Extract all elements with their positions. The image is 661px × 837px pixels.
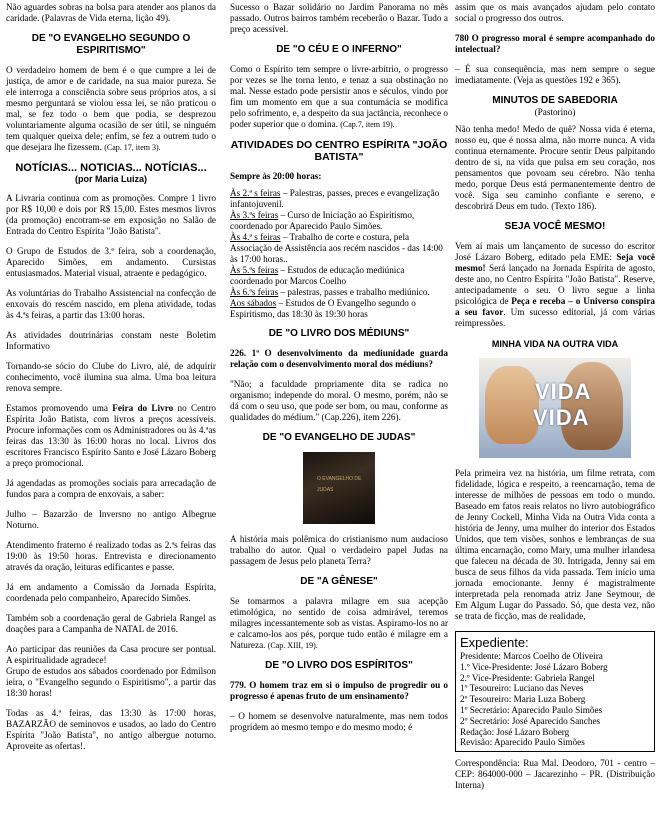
minutos-author: (Pastorino): [534, 107, 576, 117]
evangelho-text: O verdadeiro homem de bem é o que cumpre a lei de justiça, de amor e de caridade, na sua maior pureza. Se ele interroga a consciência sobre seus próprios atos, a si mesmo perguntará se violou essa lei, se não praticou o mal, se fez todo o bem que podia, se desprezou voluntariamente alguma ocasião de ser útil, se ninguém tem qualquer queixa dele; enfim, se fez a outrem tudo o que desejara lhe fizessem. (Cap. 17, item 3).: [6, 65, 216, 152]
expediente-line: 2º Secretário: José Aparecido Sanches: [460, 715, 601, 726]
news-paragraph: Já em andamento a Comissão da Jornada Espírita, coordenada pelo companheiro, Aparecido Simões.: [6, 582, 216, 603]
heading-genese: DE "A GÊNESE": [300, 576, 378, 587]
atividade-item: Às 3.ªs feiras – Curso de Iniciação ao Espiritismo, coordenado por Aparecido Paulo Simões.: [230, 210, 415, 231]
genese-text: Se tomarmos a palavra milagre em sua acepção etimológica, no sentido de coisa admirável, teremos milagres incessantemente sob as vistas. Aspiramo-los no ar e calcamo-los aos pés, porque tudo então é milagre em a Natureza. (Cap. XIII, 19).: [230, 596, 448, 650]
news-paragraph: Tornando-se sócio do Clube do Livro, alé, de adquirir conhecimento, você ilumina sua alma. Uma boa leitura renova sempre.: [6, 361, 216, 393]
column-left: [6, 0, 216, 761]
column-middle: [230, 0, 448, 742]
news-paragraph: Já agendadas as promoções sociais para arrecadação de fundos para a compra de enxovais, a saber:: [6, 478, 216, 499]
atividade-item: Aos sábados – Estudos de O Evangelho segundo o Espiritismo, das 18:30 às 19:30 horas: [230, 298, 416, 319]
news-paragraph: Grupo de estudos aos sábados coordenado por Edmilson ieira, o "Evangelho segundo o Espiritismo", a partir das 18:30 horas!: [6, 666, 216, 698]
news-paragraph: Todas as 4.ª feiras, das 13:30 às 17:00 horas, BAZARZÃO de seminovos e usados, ao lado do Centro Espírita "João Batista", no antigo albergue noturno. Aproveite as ofertas!.: [6, 708, 216, 751]
heading-evangelho: DE "O EVANGELHO SEGUNDO O ESPIRITISMO": [31, 33, 191, 56]
news-paragraph: As voluntárias do Trabalho Assistencial na confecção de enxovais do rescém nascido, em plena atividade, todas às 4.ªs feiras, a partir das 13:00 horas.: [6, 288, 216, 320]
news-paragraph: Ao participar das reuniões da Casa procure ser pontual. A espiritualidade agradece!: [6, 644, 216, 665]
noticias-author: (por Maria Luiza): [74, 174, 147, 184]
mediuns-answer: "Não; a faculdade propriamente dita se radica no organismo; independe do moral. O mesmo, porém, não se dá com o seu uso, que pode ser bom, ou mau, conforme as qualidades do médium." (Cap.226), item 226).: [230, 379, 448, 422]
heading-seja-voce-mesmo: SEJA VOCÊ MESMO!: [504, 221, 606, 232]
news-paragraph: Atendimento fraterno é realizado todas as 2.ªs feiras das 19:00 às 19:50 horas. Entrevista e direcionamento através da oração, leituras edificantes e passe.: [6, 540, 216, 572]
atividades-list: [230, 188, 448, 320]
news-paragraph: Julho – Bazarzão de Inversno no antigo Albegrue Noturno.: [6, 509, 216, 530]
heading-livro-espiritos: DE "O LIVRO DOS ESPÍRITOS": [265, 660, 413, 671]
expediente-line: Presidente: Marcos Coelho de Oliveira: [460, 651, 603, 661]
intro-quote: Não aguardes sobras na bolsa para atender aos planos da caridade. (Palavras de Vida eterna, lição 49).: [6, 2, 216, 23]
atividade-item: Às 5.ªs feiras – Estudos de educação mediúnica coordenado por Marcos Coelho: [230, 265, 405, 286]
question-780: 780 O progresso moral é sempre acompanhado do intelectual?: [455, 33, 655, 54]
news-paragraph: Também sob a coordenação geral de Gabriela Rangel as doações para a Campanha de NATAL de 2016.: [6, 613, 216, 634]
expediente-line: 2.º Vice-Presidente: Gabriela Rangel: [460, 672, 595, 683]
minha-vida-text: Pela primeira vez na história, um filme retrata, com fidelidade, lógica e respeito, a reencarnação, tema de interesse de milhões de pessoas em todo o mundo. Baseado em fatos reais relatos no livro autobiográfico de Jenny Cockell, Minha Vida na Outra Vida conta a história de Jenny, uma mulher do interior dos Estados Unidos, que tem visões, sonhos e lembranças de sua última encarnação, como Mary, uma mulher irlandesa que faleceu na década de 30. Intrigada, Jenny sai em busca de seus filhos da vida passada. Tem início uma jornada emocionante. Jenny é magistralmente interpretada pela renomada atriz Jane Seymour, de Em Algum Lugar do Passado. Só, que desta vez, não se trata de ficção, mas de realidade,: [455, 468, 655, 621]
heading-noticias: NOTÍCIAS... NOTICIAS... NOTÍCIAS...: [15, 162, 207, 174]
column-right: [455, 0, 655, 800]
espiritos-answer: – O homem se desenvolve naturalmente, mas nem todos progridem ao mesmo tempo e do mesmo modo; é: [230, 711, 448, 732]
atividade-item: Às 6.ªs feiras – palestras, passes e trabalho mediúnico.: [230, 287, 430, 297]
expediente-line: Revisão: Aparecido Paulo Simões: [460, 737, 585, 748]
judas-text: A história mais polêmica do cristianismo num audacioso trabalho do autor. Qual o verdadeiro papel Judas na passagem de Jesus pelo planeta Terra?: [230, 534, 448, 566]
footer-address: Correspondência: Rua Mal. Deodoro, 701 - centro – CEP: 864000-000 – Jacarezinho – PR. (Distribuição Interna): [455, 758, 655, 791]
atividade-item: Às 2.ª s feiras – Palestras, passes, preces e evangelização infantojuvenil.: [230, 188, 440, 209]
expediente-line: 1º Tesoureiro: Luciano das Neves: [460, 683, 584, 694]
heading-ceu-inferno: DE "O CÉU E O INFERNO": [276, 44, 402, 55]
expediente-line: Redação: José Lázaro Boberg: [460, 726, 570, 737]
espiritos-question: 779. O homem traz em si o impulso de progredir ou o progresso é apenas fruto de um ensinamento?: [230, 680, 448, 701]
expediente-line: 1.º Vice-Presidente: José Lázaro Boberg: [460, 661, 608, 672]
evangelho-ref: (Cap. 17, item 3).: [104, 143, 161, 152]
heading-atividades: ATIVIDADES DO CENTRO ESPÍRITA "JOÃO BATISTA": [230, 139, 448, 163]
answer-780: – É sua consequência, mas nem sempre o segue imediatamente. (Veja as questões 192 e 365).: [455, 64, 655, 85]
minutos-text: Não tenha medo! Medo de quê? Nossa vida é eterna, nosso eu, que é nossa alma, não morre nunca. A vida continua eternamente. Procure sentir Deus palpitando dentro de si, na vida que pulsa em seu coração, nos pensamentos que povoam seu cérebro. Não tenha medo, porque Deus está permanentemente dentro de você. Siga seu caminho confiante e sereno, e descobrirá Deus em tudo. (Texto 186).: [455, 124, 655, 211]
movie-poster: [479, 358, 631, 458]
espiritos-continuation: assim que os mais avançados ajudam pelo contato social o progresso dos outros.: [455, 2, 655, 23]
expediente-line: 2º Tesoureiro: Maria Luza Boberg: [460, 694, 586, 705]
mediuns-question: 226. 1ª O desenvolvimento da mediunidade guarda relação com o desenvolvimento moral dos médiuns?: [230, 348, 448, 369]
heading-minha-vida: MINHA VIDA NA OUTRA VIDA: [491, 339, 619, 349]
poster-title-bottom: VIDA: [533, 405, 590, 430]
poster-face-left: [485, 366, 539, 444]
heading-evangelho-judas: DE "O EVANGELHO DE JUDAS": [262, 432, 416, 443]
seja-text: Vem aí mais um lançamento de sucesso do escritor José Lázaro Boberg, editado pela EME: Seja você mesmo! Será lançado na Jornada Espírita de agosto, deste ano, no Centro Espírita "João Batista". Reserve, antecipadamente o seu. O livro segue a linha psicológica de Peça e receba – o Universo conspira a seu favor. Um sucesso editorial, já com várias reimpressões.: [455, 241, 655, 328]
ceu-text: Como o Espírito tem sempre o livre-arbítrio, o progresso por vezes se lhe torna lento, e tenaz a sua obstinação no mal. Nesse estado pode persistir anos e séculos, vindo por fim um momento em que a sua contumácia se modifica pelo sofrimento, e, a despeito da sua jactância, reconhece o poder superior que o domina. (Cap.7, item 19).: [230, 64, 448, 129]
expediente-line: 1º Secretário: Aparecido Paulo Simões: [460, 704, 603, 715]
poster-title-top: VIDA: [535, 379, 592, 404]
expediente-title: Expediente:: [460, 635, 529, 650]
news-paragraph: O Grupo de Estudos de 3.ª feira, sob a coordenação, Aparecido Simões, em andamento. Cursistas entusiasmados. Material visual, atraente e pedagógico.: [6, 246, 216, 278]
news-paragraph: Estamos promovendo uma Feira do Livro no Centro Espírita João Batista, com livros a preços acessíveis. Procure informações com os Administradores ou às 4.ªas feiras das 13:30 às 16:00 horas no local. Livros dos escritores Francisco Espírito Santo e José Lázaro Boberg a preço promocional.: [6, 403, 216, 468]
atividade-item: Às 4.ª s feiras – Trabalho de corte e costura, pela Associação de Assistência aos recém nascidos - das 14:00 às 17:00 horas..: [230, 232, 443, 264]
judas-book-cover: O EVANGELHO DE JUDAS: [303, 452, 375, 524]
heading-minutos-sabedoria: MINUTOS DE SABEDORIA: [492, 95, 618, 106]
expediente-box: [455, 631, 655, 752]
news-paragraph: A Livraria continua com as promoções. Compre 1 livro por R$ 10,00 e dois por R$ 15,00. Estes mesmos livros (da promoção) encotram-se em exposição no Salão de Entrada do Centro Espírita "João Batista".: [6, 193, 216, 236]
news-paragraph: As atividades doutrinárias constam neste Boletim Informativo: [6, 330, 216, 351]
atividades-time: Sempre às 20:00 horas:: [230, 171, 322, 181]
bazar-text: Sucesso o Bazar solidário no Jardim Panorama no mês passado. Outros bairros também receberão o Bazar. Tudo a preço acessível.: [230, 2, 448, 34]
heading-livro-mediuns: DE "O LIVRO DOS MÉDIUNS": [268, 328, 410, 339]
